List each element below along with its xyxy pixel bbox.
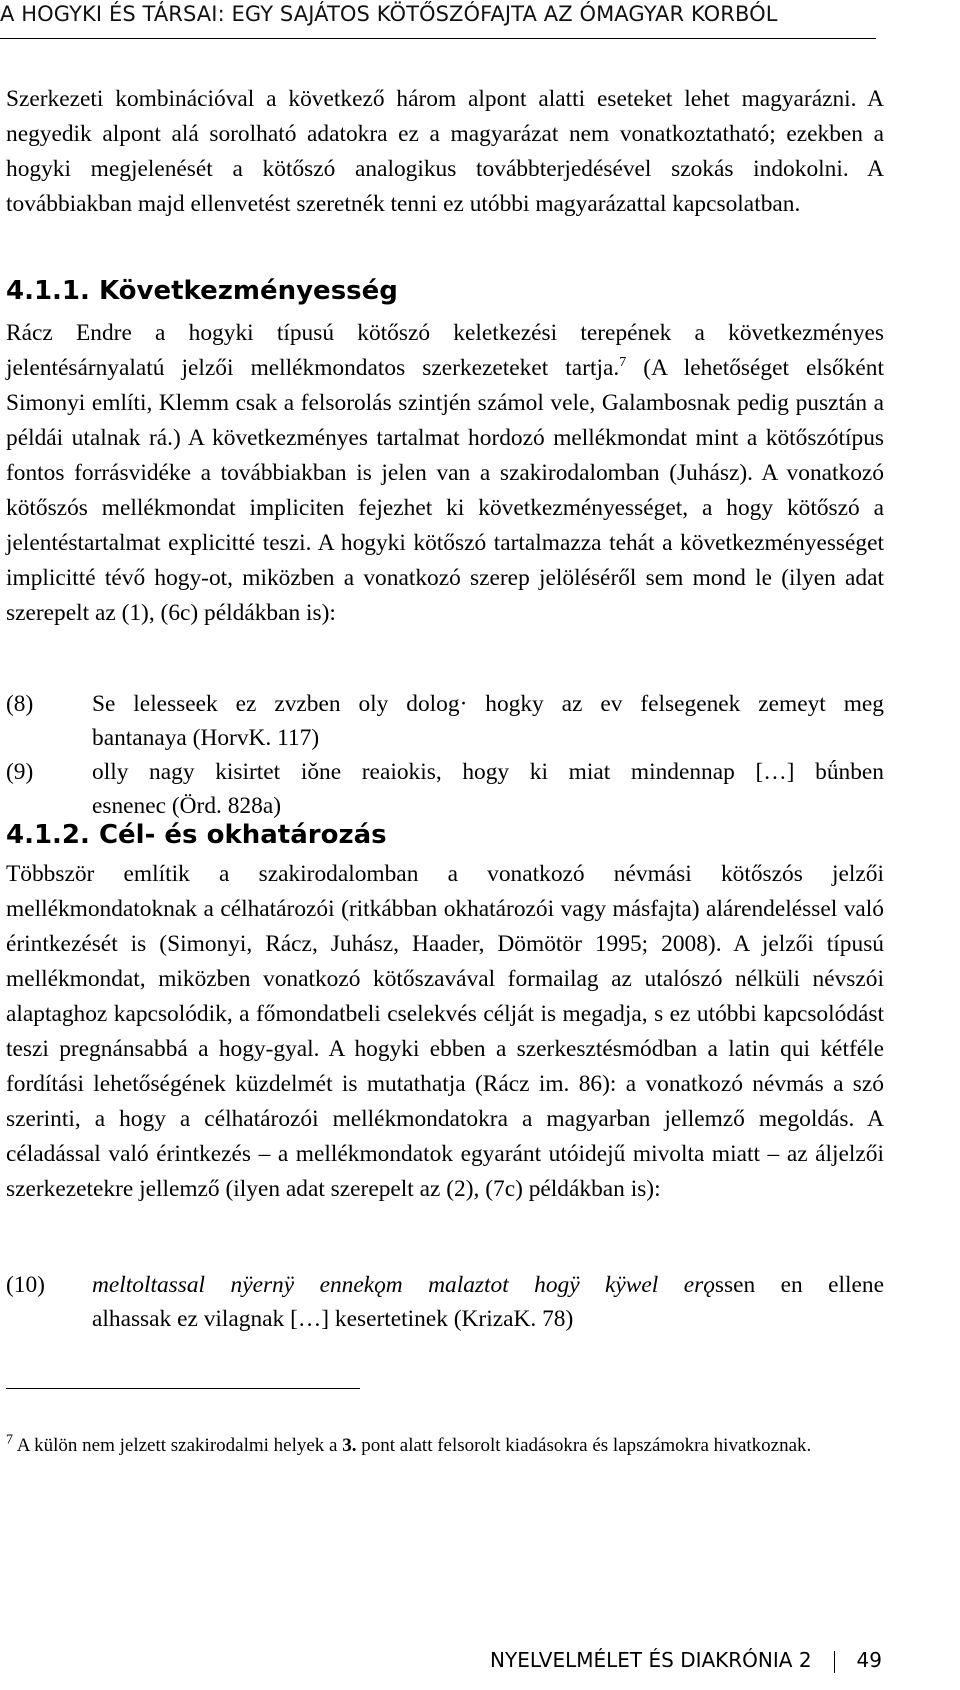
section-purpose-paragraph: Többször említik a szakirodalomban a vonatkozó névmási kötőszós jelzői mellékmondatoknak a célhatározói (ritkábban okhatározói vagy másfajta) alárendeléssel való érintkezését is (Simonyi, Rácz, Juhász, Haader, Dömötör 1995; 2008). A jelzői típusú mellékmondat, miközben vonatkozó kötőszavával formailag az utalószó nélküli névszói alaptaghoz kapcsolódik, a főmondatbeli cselekvés célját is megadja, s ez utóbbi kapcsolódást teszi pregnánsabbá a hogy-gyal. A hogyki ebben a szerkesztésmódban a latin qui kétféle fordítási lehetőségének küzdelmét is mutathatja (Rácz im. 86): a vonatkozó névmás a szó szerinti, a hogy a célhatározói mellékmondatokra a magyarban jellemző megoldás. A céladással való érintkezés – a mellékmondatok egyaránt utóidejű mivolta miatt – az áljelzői szerkezetekre jellemző (ilyen adat szerepelt az (2), (7c) példákban is): bbox=[6, 861, 884, 1202]
section-consequence-paragraph bbox=[6, 316, 884, 631]
example-line: bantanaya (HorvK. 117) bbox=[92, 725, 320, 751]
footer-separator bbox=[834, 1651, 835, 1673]
running-header: A HOGYKI ÉS TÁRSAI: EGY SAJÁTOS KÖTŐSZÓFAJTA AZ ÓMAGYAR KORBÓL bbox=[0, 2, 778, 26]
running-footer bbox=[490, 1648, 882, 1673]
example-number: (9) bbox=[6, 759, 34, 785]
header-divider bbox=[0, 38, 876, 39]
footnote-text: pont alatt felsorolt kiadásokra és lapszámokra hivatkoznak. bbox=[356, 1435, 812, 1456]
intro-paragraph: Szerkezeti kombinációval a következő három alpont alatti eseteket lehet magyarázni. A negyedik alpont alá sorolható adatokra ez a magyarázat nem vonatkoztatható; ezekben a hogyki megjelenését a kötőszó analogikus továbbterjedésével szokás indokolni. A továbbiakban majd ellenvetést szeretnék tenni ez utóbbi magyarázattal kapcsolatban. bbox=[6, 86, 884, 217]
example-italic-text: meltoltassal nÿernÿ ennekǫm malaztot hogÿ kÿwel erǫ bbox=[92, 1272, 715, 1298]
footnote-text: A külön nem jelzett szakirodalmi helyek a bbox=[13, 1435, 343, 1456]
footnote-bold-text: 3. bbox=[342, 1435, 357, 1456]
example-8 bbox=[6, 687, 884, 755]
example-line: Se lelesseek ez zvzben oly dolog· hogky az ev felsegenek zemeyt meg bbox=[92, 691, 884, 717]
example-number: (10) bbox=[6, 1272, 45, 1298]
example-line: olly nagy kisirtet iǒne reaiokis, hogy ki miat mindennap […] bǘnben bbox=[92, 759, 884, 785]
paragraph-text-part2: (A lehetőséget elsőként Simonyi említi, Klemm csak a felsorolás szintjén számol vele, Galambosnak pedig pusztán a példái utalnak rá.) A következményes tartalmat hordozó mellékmondat mint a kötőszótípus fontos forrásvidéke a továbbiakban is jelen van a szakirodalomban (Juhász). A vonatkozó kötőszós mellékmondat impliciten fejezhet ki következményességet, a hogy kötőszó a jelentéstartalmat explicitté teszi. A hogyki kötőszó tartalmazza tehát a következményességet implicitté tévő hogy-ot, miközben a vonatkozó szerep jelöléséről sem mond le (ilyen adat szerepelt az (1), (6c) példákban is): bbox=[6, 355, 884, 626]
example-10 bbox=[6, 1268, 884, 1336]
example-text: ssen en ellene bbox=[714, 1272, 884, 1298]
example-number: (8) bbox=[6, 691, 34, 717]
paragraph-text-part1: Rácz Endre a hogyki típusú kötőszó keletkezési terepének a következményes jelentésárnyalatú jelzői mellékmondatos szerkezeteket tartja. bbox=[6, 320, 884, 381]
example-line: alhassak ez vilagnak […] kesertetinek (KrizaK. 78) bbox=[92, 1306, 574, 1332]
example-line bbox=[92, 1268, 884, 1302]
footnote-reference: 7 bbox=[619, 355, 627, 371]
footnote-marker: 7 bbox=[6, 1432, 13, 1448]
journal-title: NYELVELMÉLET ÉS DIAKRÓNIA 2 bbox=[490, 1648, 812, 1672]
footnote bbox=[6, 1432, 886, 1459]
example-9 bbox=[6, 755, 884, 823]
example-line: esnenec (Örd. 828a) bbox=[92, 793, 281, 819]
page-number: 49 bbox=[856, 1648, 882, 1672]
section-heading-consequence: 4.1.1. Következményesség bbox=[6, 276, 398, 306]
section-heading-purpose-cause: 4.1.2. Cél- és okhatározás bbox=[6, 820, 387, 850]
footnote-divider bbox=[6, 1388, 360, 1389]
